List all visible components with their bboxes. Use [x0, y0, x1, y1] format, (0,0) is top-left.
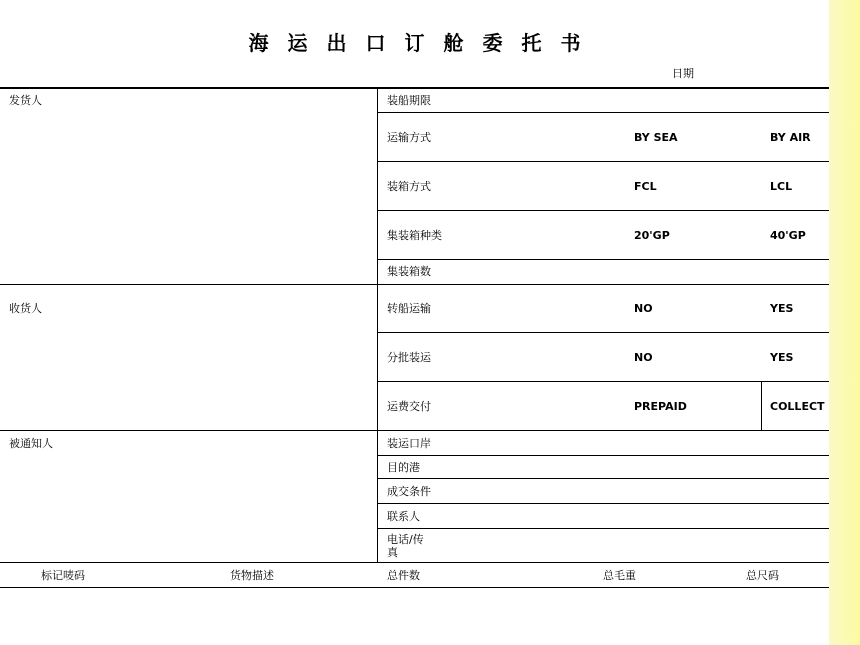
container-count-label: 集装箱数	[387, 265, 431, 278]
goods-description-header: 货物描述	[230, 569, 274, 582]
option-transship-no: NO	[634, 302, 653, 315]
consignee-label: 收货人	[9, 302, 42, 315]
rule	[378, 478, 829, 479]
rule	[378, 259, 829, 260]
rule	[378, 161, 829, 162]
total-packages-header: 总件数	[387, 569, 420, 582]
option-lcl: LCL	[770, 180, 793, 193]
rule	[378, 503, 829, 504]
option-by-sea: BY SEA	[634, 131, 678, 144]
option-by-air: BY AIR	[770, 131, 811, 144]
phone-fax-label-line1: 电话/传	[387, 533, 424, 546]
option-collect: COLLECT	[770, 400, 825, 413]
form-title: 海运出口订舱委托书	[248, 31, 600, 55]
rule	[378, 528, 829, 529]
date-label: 日期	[672, 67, 694, 80]
total-measurement-header: 总尺码	[746, 569, 779, 582]
option-transship-yes: YES	[770, 302, 794, 315]
freight-cell-divider	[761, 382, 762, 430]
packing-mode-label: 装箱方式	[387, 180, 431, 193]
decorative-side-band	[829, 0, 860, 645]
option-fcl: FCL	[634, 180, 657, 193]
option-partial-yes: YES	[770, 351, 794, 364]
trade-terms-label: 成交条件	[387, 485, 431, 498]
transport-mode-label: 运输方式	[387, 131, 431, 144]
option-prepaid: PREPAID	[634, 400, 687, 413]
destination-port-label: 目的港	[387, 461, 420, 474]
table-bottom-rule	[0, 587, 829, 588]
notify-party-label: 被通知人	[9, 437, 53, 450]
column-divider	[377, 88, 378, 563]
option-20gp: 20'GP	[634, 229, 670, 242]
rule	[378, 455, 829, 456]
contact-person-label: 联系人	[387, 510, 420, 523]
total-gross-weight-header: 总毛重	[603, 569, 636, 582]
transshipment-label: 转船运输	[387, 302, 431, 315]
rule	[378, 332, 829, 333]
freight-payment-label: 运费交付	[387, 400, 431, 413]
rule	[378, 210, 829, 211]
section-rule	[0, 430, 829, 431]
shipment-deadline-label: 装船期限	[387, 94, 431, 107]
option-40gp: 40'GP	[770, 229, 806, 242]
container-type-label: 集装箱种类	[387, 229, 442, 242]
marks-numbers-header: 标记唛码	[41, 569, 85, 582]
port-of-loading-label: 装运口岸	[387, 437, 431, 450]
section-rule	[0, 562, 829, 563]
shipper-label: 发货人	[9, 94, 42, 107]
table-top-rule	[0, 87, 829, 89]
phone-fax-label-line2: 真	[387, 546, 398, 559]
section-rule	[0, 284, 829, 285]
option-partial-no: NO	[634, 351, 653, 364]
rule	[378, 112, 829, 113]
partial-shipment-label: 分批装运	[387, 351, 431, 364]
